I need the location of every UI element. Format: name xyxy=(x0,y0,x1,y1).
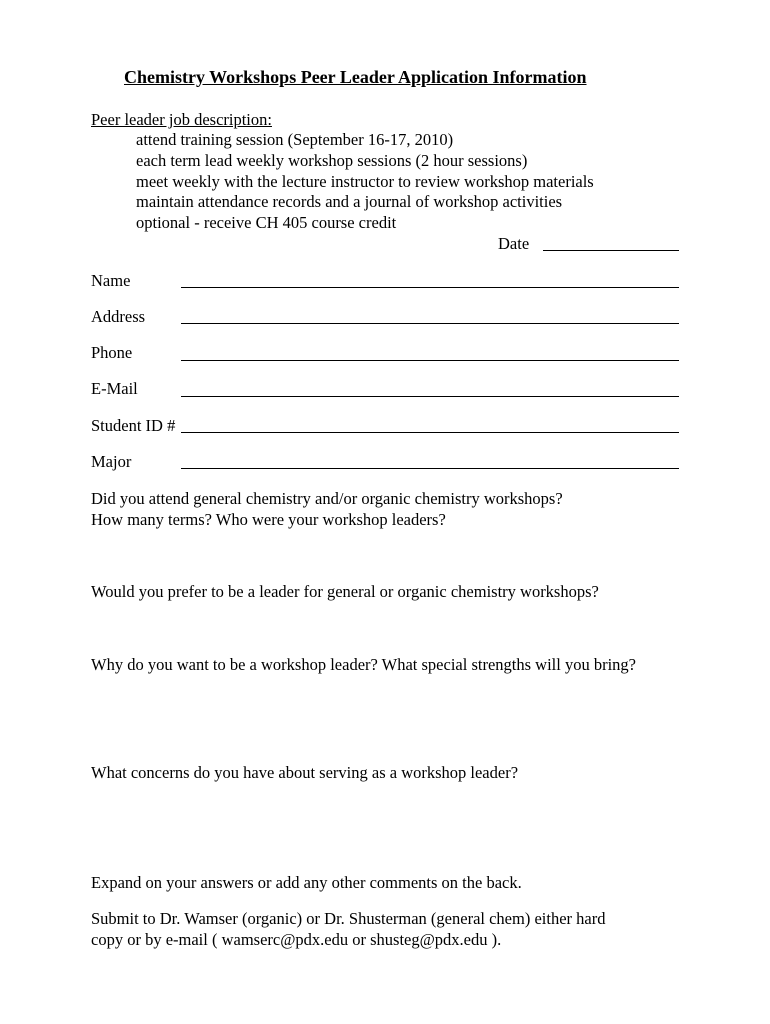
page-title: Chemistry Workshops Peer Leader Application Information xyxy=(124,67,587,87)
job-item: maintain attendance records and a journal of workshop activities xyxy=(136,192,563,211)
student-id-field[interactable] xyxy=(181,432,679,433)
question-workshops-terms: How many terms? Who were your workshop leaders? xyxy=(91,510,446,529)
major-field[interactable] xyxy=(181,468,679,469)
phone-field[interactable] xyxy=(181,360,679,361)
question-motivation: Why do you want to be a workshop leader? What special strengths will you bring? xyxy=(91,655,636,674)
submit-instructions-contact: copy or by e-mail ( wamserc@pdx.edu or shusteg@pdx.edu ). xyxy=(91,930,502,949)
question-concerns: What concerns do you have about serving as a workshop leader? xyxy=(91,763,519,782)
major-label: Major xyxy=(91,452,132,471)
job-description-heading: Peer leader job description: xyxy=(91,110,272,129)
address-label: Address xyxy=(91,307,146,326)
date-label: Date xyxy=(498,234,530,253)
question-workshops-attended: Did you attend general chemistry and/or organic chemistry workshops? xyxy=(91,489,563,508)
email-label: E-Mail xyxy=(91,379,138,398)
email-field[interactable] xyxy=(181,396,679,397)
job-item: meet weekly with the lecture instructor to review workshop materials xyxy=(136,172,594,191)
name-label: Name xyxy=(91,271,131,290)
name-field[interactable] xyxy=(181,287,679,288)
job-item: each term lead weekly workshop sessions (2 hour sessions) xyxy=(136,151,528,170)
job-item: optional - receive CH 405 course credit xyxy=(136,213,397,232)
question-preference: Would you prefer to be a leader for general or organic chemistry workshops? xyxy=(91,582,599,601)
student-id-label: Student ID # xyxy=(91,416,176,435)
date-field[interactable] xyxy=(543,250,679,251)
address-field[interactable] xyxy=(181,323,679,324)
submit-instructions: Submit to Dr. Wamser (organic) or Dr. Shusterman (general chem) either hard xyxy=(91,909,606,928)
expand-note: Expand on your answers or add any other comments on the back. xyxy=(91,873,522,892)
job-item: attend training session (September 16-17, 2010) xyxy=(136,130,454,149)
phone-label: Phone xyxy=(91,343,133,362)
